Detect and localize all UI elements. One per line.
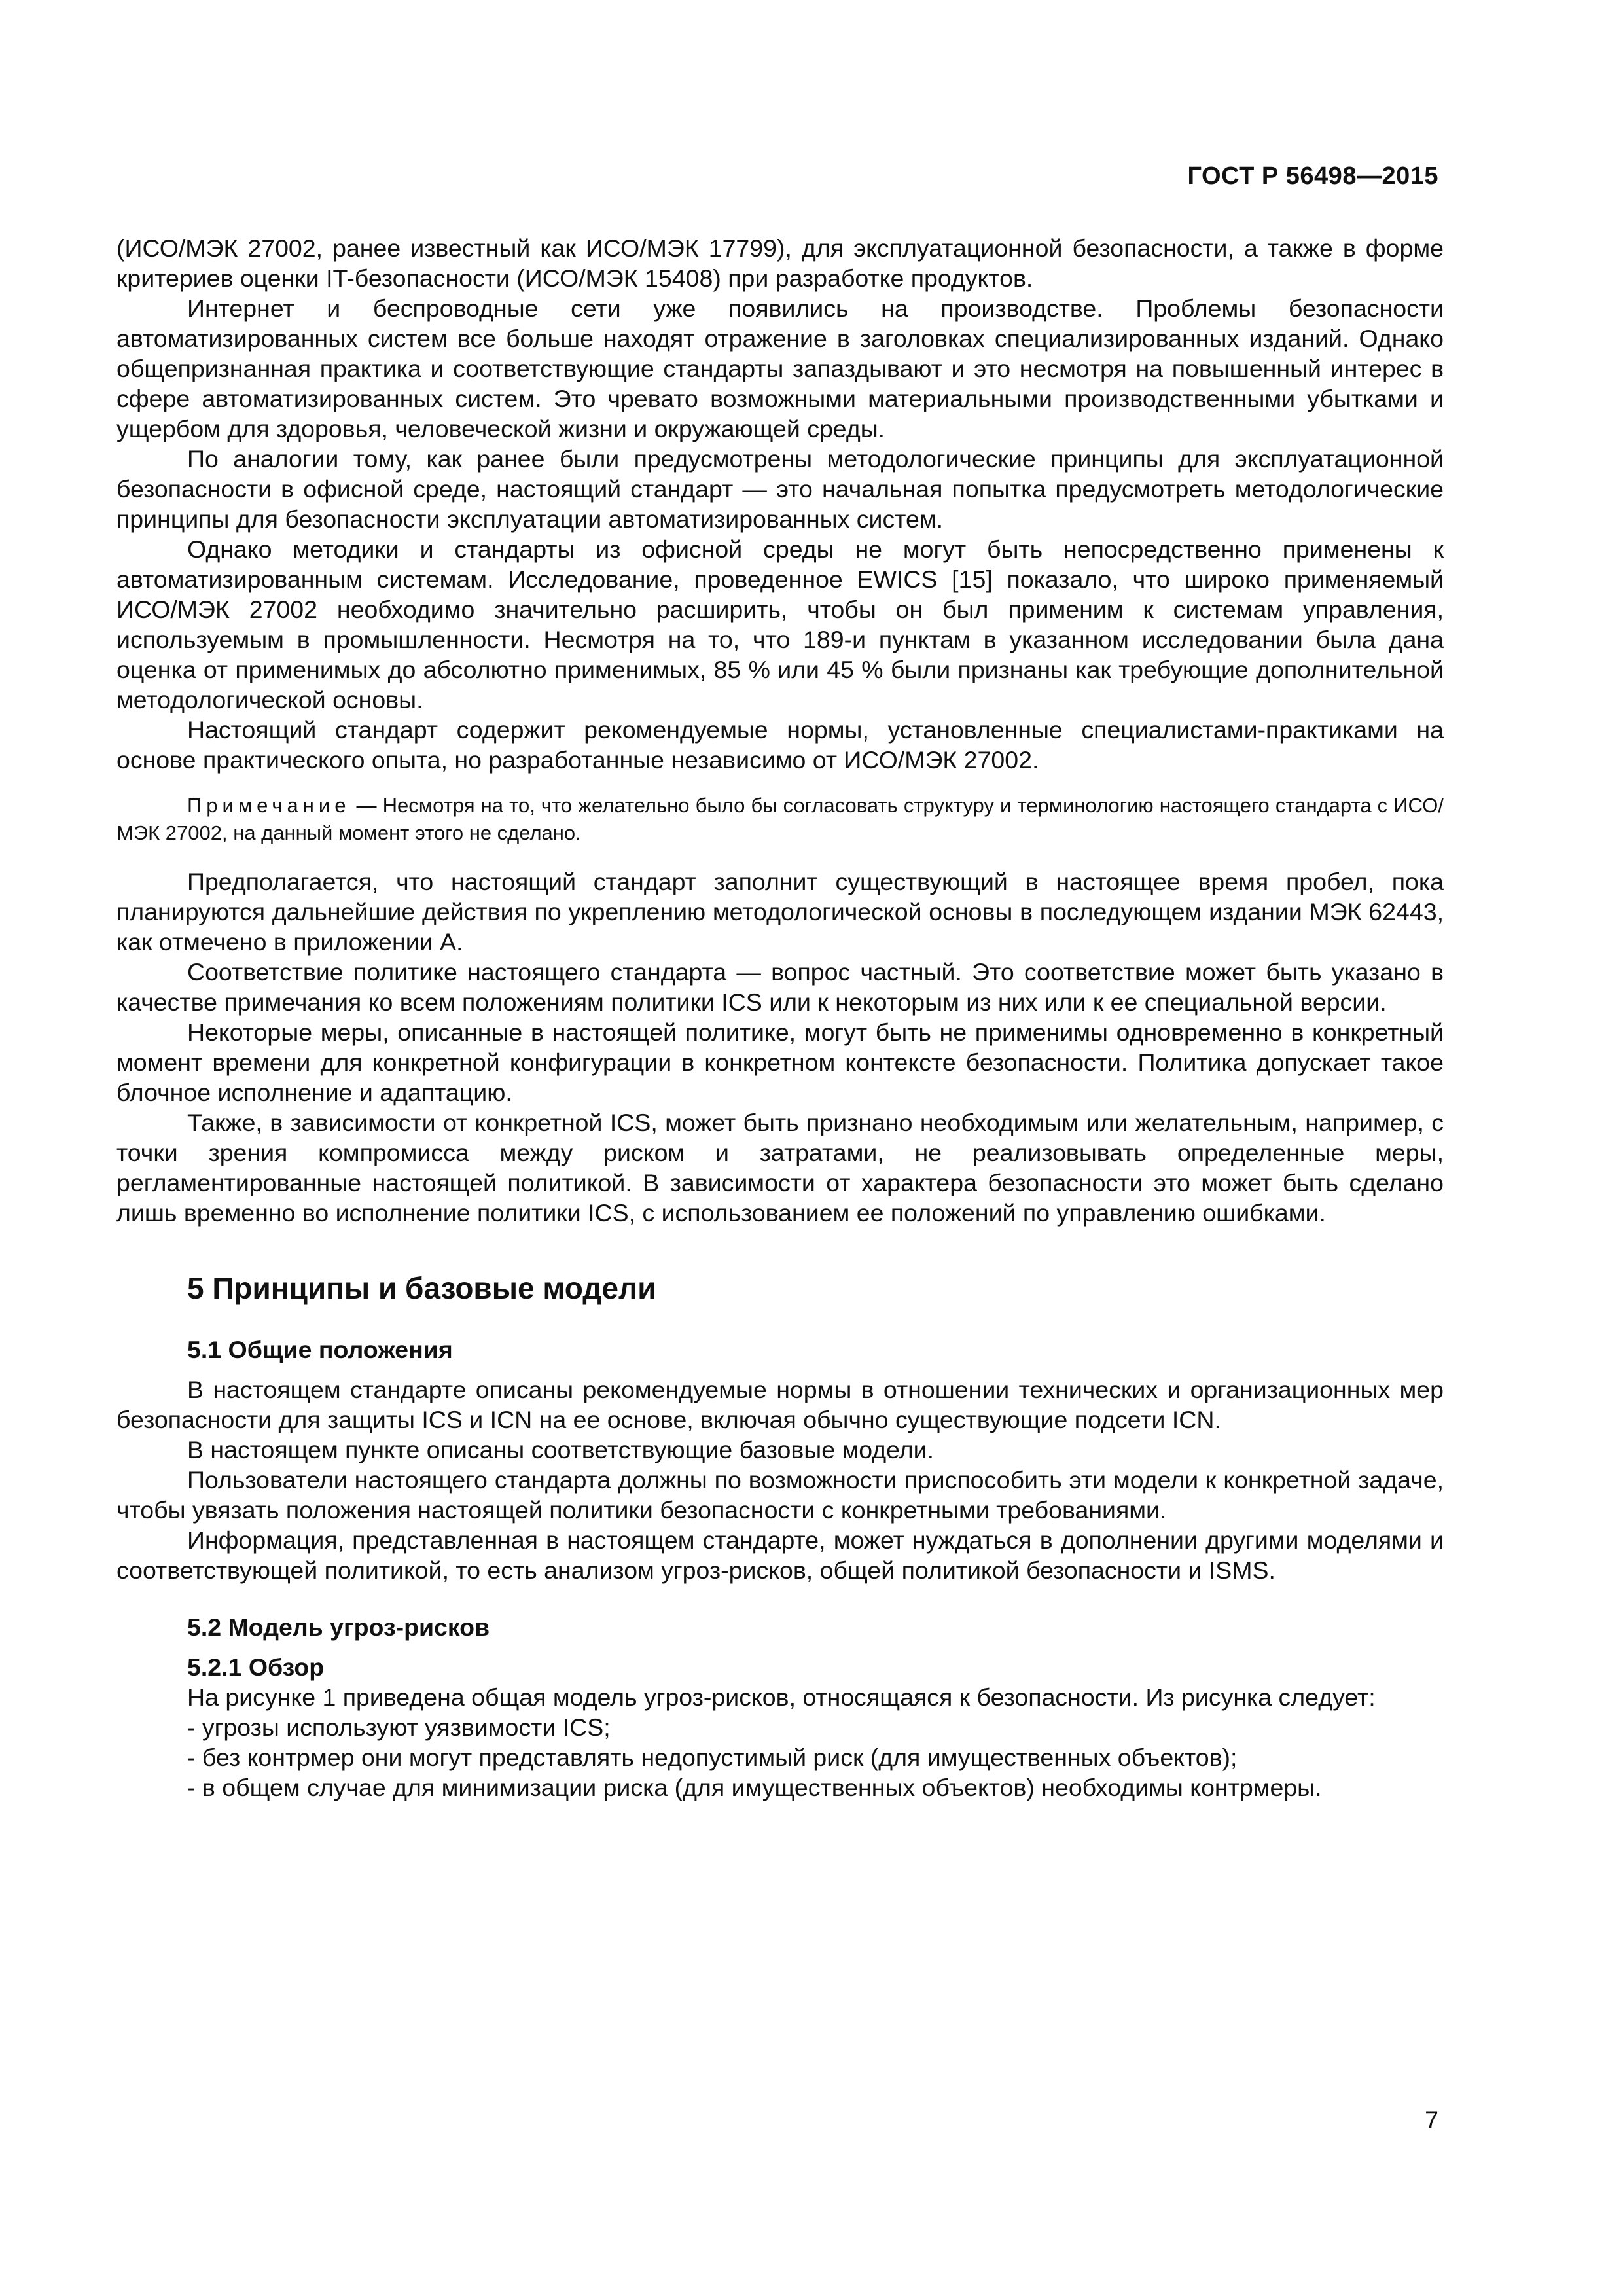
section-5-1-paragraph-4: Информация, представленная в настоящем стандарте, может нуждаться в дополнении другими моделями и соответствующей политикой, то есть анализом угроз-рисков, общей политикой безопасности и ISMS. <box>116 1526 1444 1584</box>
document-body <box>116 233 1444 1803</box>
paragraph-after-note-4: Также, в зависимости от конкретной ICS, может быть признано необходимым или желательным, например, с точки зрения компромисса между риском и затратами, не реализовывать определенные меры, регламентированные настоящей политикой. В зависимости от характера безопасности это может быть сделано лишь временно во исполнение политики ICS, с использованием ее положений по управлению ошибками. <box>116 1109 1444 1227</box>
section-5-1-paragraph-3: Пользователи настоящего стандарта должны по возможности приспособить эти модели к конкретной задаче, чтобы увязать положения настоящей политики безопасности с конкретными требованиями. <box>116 1466 1444 1524</box>
section-5-1-paragraph-2: В настоящем пункте описаны соответствующие базовые модели. <box>187 1436 935 1463</box>
note-text: — Несмотря на то, что желательно было бы согласовать структуру и терминологию настоящего стандарта с ИСО/МЭК 27002, на данный момент этого не сделано. <box>116 794 1444 844</box>
section-5-1-heading: 5.1 Общие положения <box>187 1336 453 1363</box>
section-5-2-1-heading: 5.2.1 Обзор <box>187 1653 325 1681</box>
intro-paragraph-3: По аналогии тому, как ранее были предусмотрены методологические принципы для эксплуатационной безопасности в офисной среде, настоящий стандарт — это начальная попытка предусмотреть методологические принципы для безопасности эксплуатации автоматизированных систем. <box>116 445 1444 533</box>
threat-risk-list <box>116 1712 1444 1803</box>
paragraph-after-note-2: Соответствие политике настоящего стандарта — вопрос частный. Это соответствие может быть указано в качестве примечания ко всем положениям политики ICS или к некоторым из них или к ее специальной версии. <box>116 958 1444 1016</box>
section-5-2-1-intro: На рисунке 1 приведена общая модель угроз-рисков, относящаяся к безопасности. Из рисунка следует: <box>187 1683 1376 1711</box>
intro-paragraph-2: Интернет и беспроводные сети уже появились на производстве. Проблемы безопасности автоматизированных систем все больше находят отражение в заголовках специализированных изданий. Однако общепризнанная практика и соответствующие стандарты запаздывают и это несмотря на повышенный интерес в сфере автоматизированных систем. Это чревато возможными материальными производственными убытками и ущербом для здоровья, человеческой жизни и окружающей среды. <box>116 295 1444 442</box>
paragraph-after-note-3: Некоторые меры, описанные в настоящей политике, могут быть не применимы одновременно в конкретный момент времени для конкретной конфигурации в конкретном контексте безопасности. Политика допускает такое блочное исполнение и адаптацию. <box>116 1018 1444 1106</box>
list-item: - в общем случае для минимизации риска (для имущественных объектов) необходимы контрмеры. <box>187 1774 1322 1801</box>
intro-paragraph-1: (ИСО/МЭК 27002, ранее известный как ИСО/МЭК 17799), для эксплуатационной безопасности, а также в форме критериев оценки IT-безопасности (ИСО/МЭК 15408) при разработке продуктов. <box>116 234 1444 292</box>
list-item: - угрозы используют уязвимости ICS; <box>187 1713 611 1741</box>
intro-paragraph-5: Настоящий стандарт содержит рекомендуемые нормы, установленные специалистами-практиками на основе практического опыта, но разработанные независимо от ИСО/МЭК 27002. <box>116 716 1444 774</box>
page-number: 7 <box>1425 2106 1438 2134</box>
intro-paragraph-4: Однако методики и стандарты из офисной среды не могут быть непосредственно применены к автоматизированным системам. Исследование, проведенное EWICS [15] показало, что широко применяемый ИСО/МЭК 27002 необходимо значительно расширить, чтобы он был применим к системам управления, используемым в промышленности. Несмотря на то, что 189-и пунктам в указанном исследовании была дана оценка от применимых до абсолютно применимых, 85 % или 45 % были признаны как требующие дополнительной методологической основы. <box>116 535 1444 713</box>
section-5-heading: 5 Принципы и базовые модели <box>187 1271 656 1305</box>
section-5-2-heading: 5.2 Модель угроз-рисков <box>187 1613 490 1641</box>
document-code-header: ГОСТ Р 56498—2015 <box>1187 162 1438 190</box>
note-block <box>116 792 1444 847</box>
paragraph-after-note-1: Предполагается, что настоящий стандарт заполнит существующий в настоящее время пробел, пока планируются дальнейшие действия по укреплению методологической основы в последующем издании МЭК 62443, как отмечено в приложении А. <box>116 868 1444 956</box>
note-label: Примечание <box>187 794 351 817</box>
list-item: - без контрмер они могут представлять недопустимый риск (для имущественных объектов); <box>187 1744 1238 1771</box>
section-5-1-paragraph-1: В настоящем стандарте описаны рекомендуемые нормы в отношении технических и организационных мер безопасности для защиты ICS и ICN на ее основе, включая обычно существующие подсети ICN. <box>116 1376 1444 1433</box>
